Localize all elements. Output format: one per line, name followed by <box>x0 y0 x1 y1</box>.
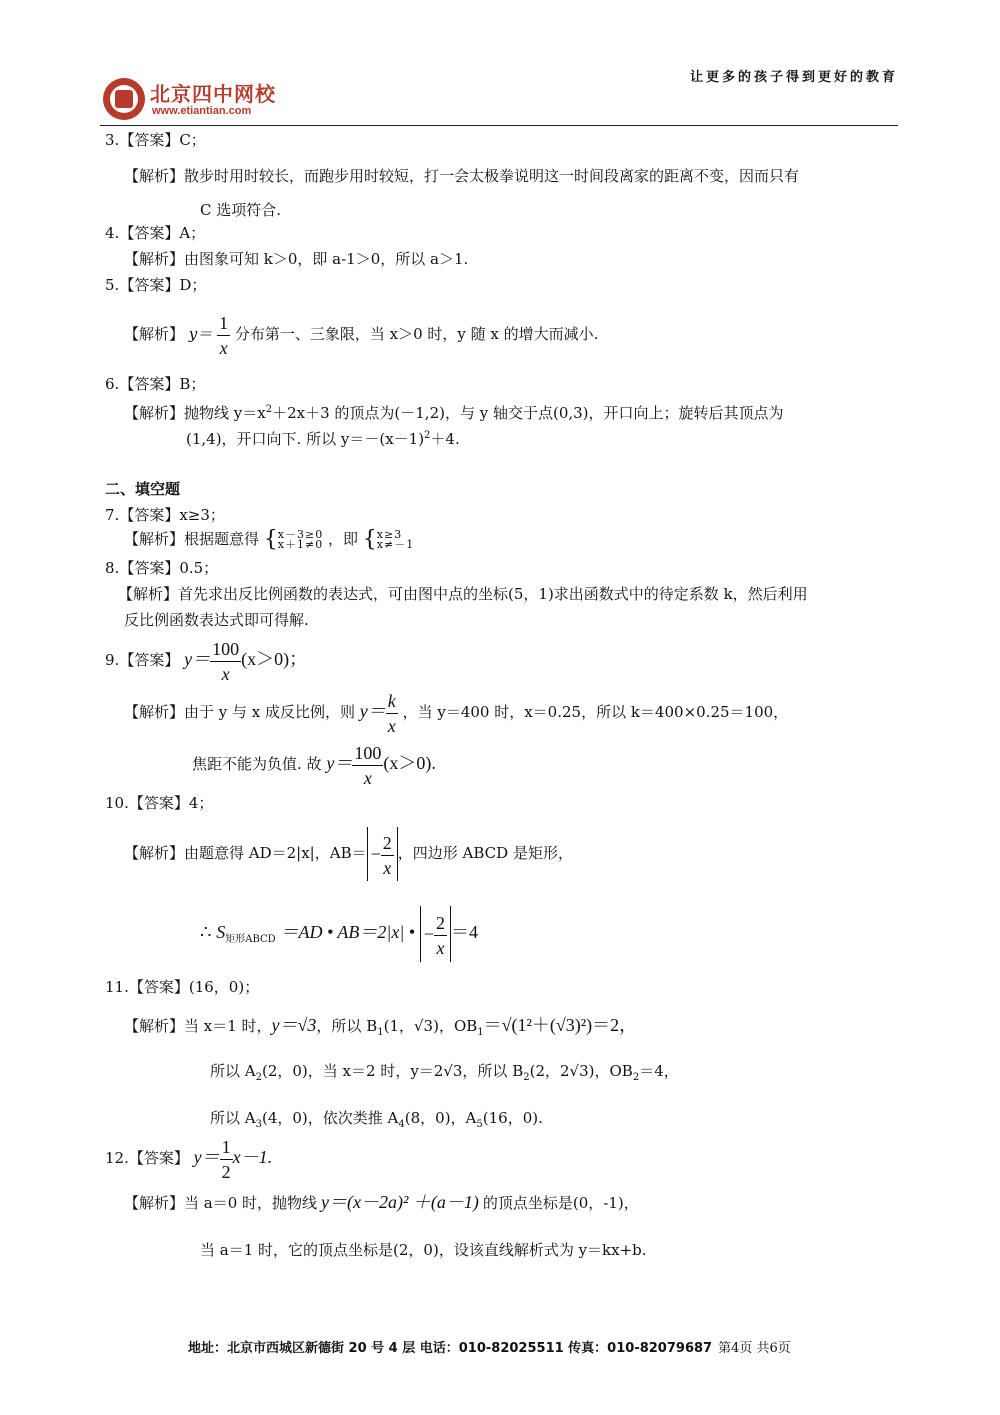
q5-fraction <box>217 314 230 357</box>
q10-analysis-line2 <box>200 904 478 968</box>
q11-analysis-line2 <box>210 1058 679 1091</box>
q7-analysis-text: 【解析】根据题意得 <box>124 530 260 548</box>
q5-number: 5. <box>105 276 120 294</box>
q8-analysis-line2: 反比例函数表达式即可得解. <box>124 611 309 629</box>
q5-frac-den: x <box>217 335 230 357</box>
q11-number: 11. <box>105 978 129 996</box>
q7-system-2 <box>377 530 414 550</box>
q9-k-num: k <box>387 690 396 711</box>
logo-name: 北京四中网校 <box>150 82 276 106</box>
q9-condition-2: (x＞0). <box>383 753 436 773</box>
header-divider <box>100 125 898 126</box>
q4-analysis: 【解析】由图象可知 k＞0，即 a-1＞0，所以 a＞1. <box>124 250 469 268</box>
q10-abs-num-2: 2 <box>436 913 446 934</box>
q7-answer <box>105 505 225 525</box>
q8-answer <box>105 558 218 578</box>
q5-analysis-text: 分布第一、三象限，当 x＞0 时，y 随 x 的增大而减小. <box>234 325 599 343</box>
q11-a2-d: ＝4， <box>639 1062 679 1080</box>
q5-frac-num: 1 <box>219 312 229 333</box>
q11-a2: 所以 A <box>210 1062 256 1080</box>
q6-text-b: ＋2x＋3 的顶点为(－1,2)，与 y 轴交于点(0,3)，开口向上；旋转后其顶点为 <box>272 404 784 422</box>
q7-number: 7. <box>105 506 120 524</box>
q11-a2-sub: 2 <box>255 1072 262 1083</box>
q11-a1-b: ，所以 B <box>316 1017 378 1035</box>
q9-frac-den: x <box>210 661 241 683</box>
q3-analysis-line1: 【解析】散步时用时较长，而跑步用时较短，打一会太极拳说明这一时间段离家的距离不变，因而只有 <box>124 167 800 185</box>
q11-a1: 【解析】当 x＝1 时， <box>124 1017 272 1035</box>
q11-a1-sub2: 1 <box>477 1027 484 1038</box>
q9-frac-num: 100 <box>212 638 240 659</box>
q5-analysis <box>124 310 598 358</box>
q10-therefore: ∴ <box>200 922 212 942</box>
q10-abs-value-2: − $\frac{2}{x}$ <box>420 906 451 962</box>
q11-answer-text: 【答案】(16，0)； <box>128 978 260 996</box>
q5-y: y＝ <box>188 325 213 343</box>
q11-answer <box>105 977 259 997</box>
q12-answer <box>105 1136 272 1181</box>
q10-answer-text: 【答案】4； <box>128 794 214 812</box>
q12-frac-den: 2 <box>220 1159 233 1181</box>
q12-a1-b: 的顶点坐标是(0，-1)， <box>482 1194 639 1212</box>
q9-answer <box>105 636 307 683</box>
q12-analysis-line2: 当 a＝1 时，它的顶点坐标是(2，0)，设该直线解析式为 y＝kx+b. <box>200 1241 647 1259</box>
q10-analysis-b: ，四边形 ABCD 是矩形， <box>397 844 573 862</box>
q5-answer-text: 【答案】D； <box>119 276 207 294</box>
q12-analysis-line1 <box>124 1188 639 1217</box>
q10-abs-den: x <box>381 855 394 877</box>
q12-fraction <box>220 1138 233 1181</box>
q10-answer <box>105 793 213 813</box>
q10-analysis-a: 【解析】由题意得 AD＝2|x|，AB＝ <box>124 844 367 862</box>
q10-S: S <box>216 922 226 942</box>
q6-answer-text: 【答案】B； <box>119 375 206 393</box>
q5-analysis-label: 【解析】 <box>124 325 185 343</box>
q9-condition: (x＞0)； <box>241 649 308 669</box>
q11-a3-b: (4，0)，依次类推 A <box>261 1109 399 1127</box>
q12-frac-num: 1 <box>221 1136 231 1157</box>
q6-number: 6. <box>105 375 120 393</box>
q12-number: 12. <box>105 1149 129 1167</box>
q6-text-a: 抛物线 y＝x <box>184 404 266 422</box>
q6-text-c: (1,4)，开口向下. 所以 y＝－(x－1) <box>186 430 425 448</box>
q10-number: 10. <box>105 794 129 812</box>
q7-sys1-top: x－3≥0 <box>277 528 324 541</box>
q9-k-den: x <box>386 713 398 735</box>
q8-number: 8. <box>105 559 120 577</box>
q10-analysis-line1 <box>124 826 573 881</box>
q11-a1-c: (1，√3)，OB <box>383 1017 478 1035</box>
q11-a3-sub2: 4 <box>398 1119 405 1130</box>
q10-S-sub: 矩形ABCD <box>225 934 276 945</box>
q12-a1: 【解析】当 a＝0 时，抛物线 <box>124 1194 318 1212</box>
q6-sup: 2 <box>265 404 273 415</box>
q11-a3-c: (8，0)，A <box>404 1109 477 1127</box>
school-logo-icon <box>103 78 145 120</box>
q3-answer-text: 【答案】C； <box>119 131 206 149</box>
q6-analysis-line2 <box>186 426 460 449</box>
q11-a3: 所以 A <box>210 1109 256 1127</box>
q10-abs-num: 2 <box>382 833 392 854</box>
q10-equation: ＝AD • AB＝2|x| • <box>280 922 416 942</box>
q12-tail: x－1. <box>232 1147 273 1167</box>
q12-a1-eq: y＝(x－2a)² ＋(a－1) <box>321 1192 479 1212</box>
section-title-fill-in: 二、填空题 <box>105 480 181 498</box>
q7-system-1 <box>278 530 323 550</box>
q10-abs-den-2: x <box>434 935 447 957</box>
q9-analysis-line1 <box>124 688 788 735</box>
q6-text-d: ＋4. <box>430 430 460 448</box>
q8-analysis-line1: 【解析】首先求出反比例函数的表达式，可由图中点的坐标(5，1)求出函数式中的待定系数 k，然后利用 <box>118 585 808 603</box>
q11-a3-sub3: 5 <box>476 1119 483 1130</box>
q9-frac-num-2: 100 <box>354 742 382 763</box>
q7-brace-2: { <box>362 527 377 552</box>
q9-frac-den-2: x <box>352 765 383 787</box>
q4-answer-text: 【答案】A； <box>119 224 206 242</box>
slogan: 让更多的孩子得到更好的教育 <box>689 70 898 85</box>
q9-y-3: y＝ <box>326 753 353 773</box>
q11-a2-b: (2，0)，当 x＝2 时，y＝2√3，所以 B <box>261 1062 524 1080</box>
footer-address: 地址：北京市西城区新德街 20 号 4 层 电话：010-82025511 传真：010-82079687 <box>188 1341 713 1356</box>
q9-analysis-2: 焦距不能为负值. 故 <box>192 755 322 773</box>
q3-number: 3. <box>105 131 120 149</box>
q11-a3-sub: 3 <box>255 1119 262 1130</box>
q9-fraction-2 <box>352 744 383 787</box>
q12-answer-text: 【答案】 <box>128 1149 189 1167</box>
logo-url: www.etiantian.com <box>152 105 252 117</box>
q11-a1-sub: 1 <box>377 1027 384 1038</box>
q10-result: ＝4 <box>451 922 479 942</box>
q7-analysis <box>124 529 414 550</box>
page-number: 第4页 共6页 <box>718 1341 791 1356</box>
q9-analysis-a: 【解析】由于 y 与 x 成反比例，则 <box>124 703 356 721</box>
q6-analysis-label: 【解析】 <box>124 404 185 422</box>
q11-a2-c: (2，2√3)，OB <box>529 1062 633 1080</box>
q9-analysis-line2 <box>192 740 436 787</box>
q11-a3-d: (16，0). <box>482 1109 543 1127</box>
q7-ji: ，即 <box>328 530 359 548</box>
q4-number: 4. <box>105 224 120 242</box>
q7-sys2-bot: x≠－1 <box>376 538 415 551</box>
q3-answer <box>105 130 206 150</box>
q9-k-fraction <box>386 692 398 735</box>
page-footer <box>188 1337 791 1356</box>
q5-answer <box>105 275 206 295</box>
q12-y: y＝ <box>193 1147 220 1167</box>
q9-y-2: y＝ <box>359 701 386 721</box>
page-header <box>100 58 898 126</box>
q7-brace-1: { <box>263 527 278 552</box>
q9-y: y＝ <box>184 649 211 669</box>
q3-analysis-line2: C 选项符合. <box>200 201 282 219</box>
q10-abs-value: − $\frac{2}{x}$ <box>367 827 398 881</box>
q8-answer-text: 【答案】0.5； <box>119 559 219 577</box>
q11-a2-sub2: 2 <box>523 1072 530 1083</box>
q11-a1-d: ＝√(1²＋(√3)²)＝2， <box>483 1015 638 1035</box>
q7-sys1-bot: x＋1≠0 <box>277 538 324 551</box>
q7-sys2-top: x≥3 <box>376 528 403 541</box>
q7-answer-text: 【答案】x≥3； <box>119 506 225 524</box>
q9-answer-text: 【答案】 <box>119 651 180 669</box>
q9-number: 9. <box>105 651 120 669</box>
q9-analysis-b: ，当 y＝400 时，x＝0.25，所以 k＝400×0.25＝100， <box>402 703 789 721</box>
q6-answer <box>105 374 205 394</box>
q11-a2-sub3: 2 <box>632 1072 640 1083</box>
q4-answer <box>105 223 205 243</box>
q6-sup-2: 2 <box>424 430 431 441</box>
q9-fraction <box>210 640 241 683</box>
q11-analysis-line3 <box>210 1108 543 1135</box>
q11-analysis-line1 <box>124 1012 637 1046</box>
q6-analysis-line1 <box>124 400 784 423</box>
q11-a1-y: y＝√3 <box>271 1015 317 1035</box>
